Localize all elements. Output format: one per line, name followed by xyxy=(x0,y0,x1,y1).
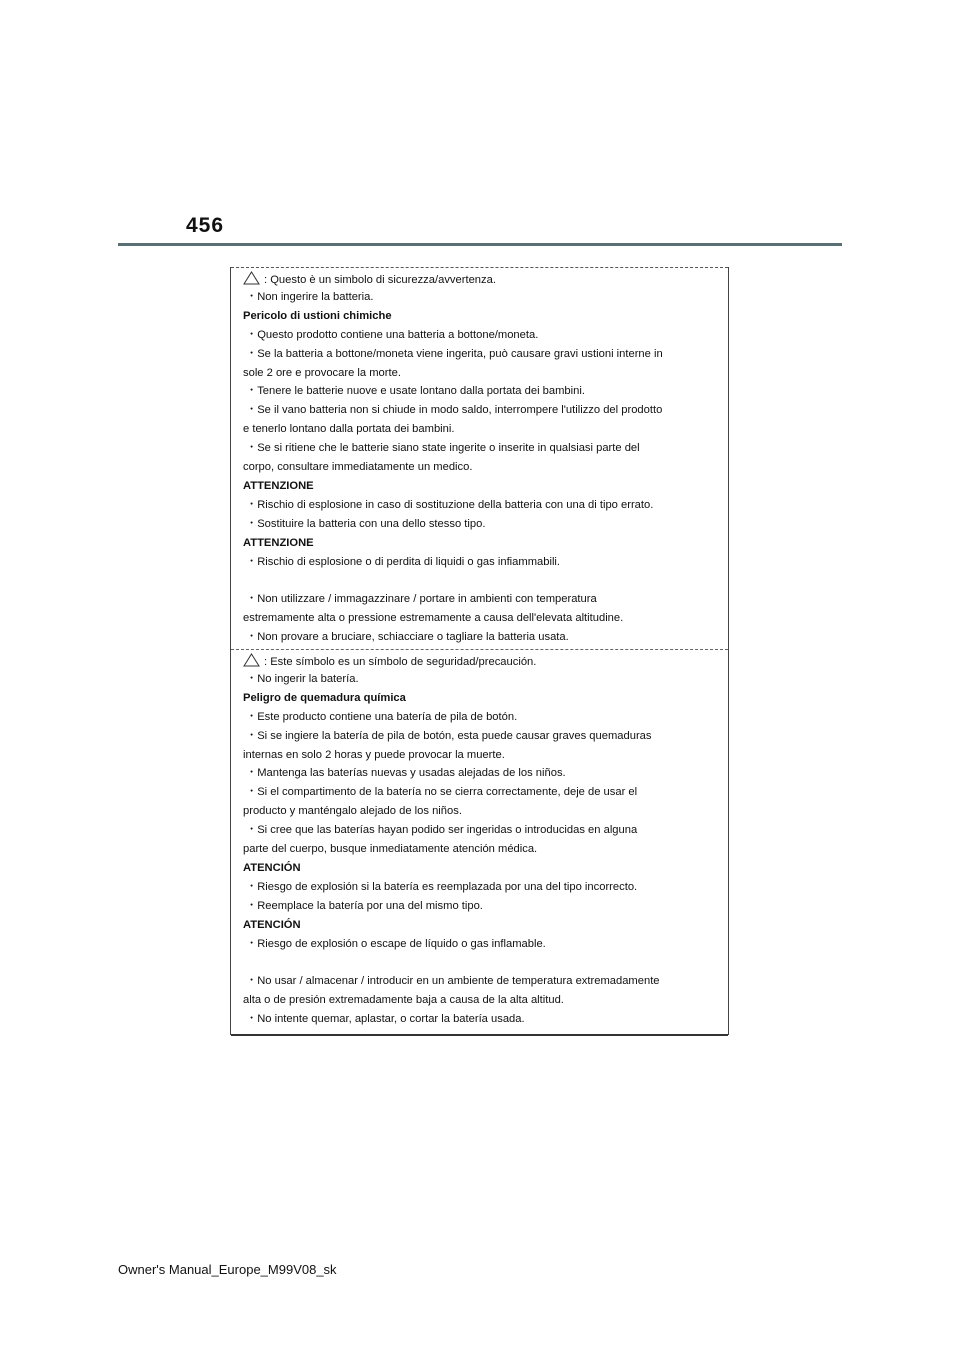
text-line: ・Tenere le batterie nuove e usate lontano dalla portata dei bambini. xyxy=(246,385,585,398)
text-line: : Este símbolo es un símbolo de seguridad/precaución. xyxy=(243,653,536,669)
text-line: ・Si el compartimento de la batería no se cierra correctamente, deje de usar el xyxy=(246,786,638,799)
text-line: ・Mantenga las baterías nuevas y usadas alejadas de los niños. xyxy=(246,767,566,780)
section-heading: ATENCIÓN xyxy=(243,861,301,874)
text-line: ・Non utilizzare / immagazzinare / portare in ambienti con temperatura xyxy=(246,593,597,606)
text-line: ・Se si ritiene che le batterie siano state ingerite o inserite in qualsiasi parte del xyxy=(246,442,640,455)
text-line: ・No usar / almacenar / introducir en un ambiente de temperatura extremadamente xyxy=(246,975,660,988)
text-line: parte del cuerpo, busque inmediatamente atención médica. xyxy=(243,843,538,855)
text-line: ・No ingerir la batería. xyxy=(246,672,359,685)
text-line: ・Sostituire la batteria con una dello stesso tipo. xyxy=(246,517,486,530)
text-line: ・Se la batteria a bottone/moneta viene ingerita, può causare gravi ustioni interne in xyxy=(246,347,663,360)
text-line: ・Rischio di esplosione in caso di sostituzione della batteria con una di tipo errato. xyxy=(246,498,654,511)
footer-manual-id: Owner's Manual_Europe_M99V08_sk xyxy=(118,1262,337,1277)
text-line: ・Se il vano batteria non si chiude in modo saldo, interrompere l'utilizzo del prodotto xyxy=(246,404,663,417)
text-line: ・Rischio di esplosione o di perdita di liquidi o gas infiammabili. xyxy=(246,555,561,568)
text-line: producto y manténgalo alejado de los niños. xyxy=(243,805,462,818)
text-line: ・Non provare a bruciare, schiacciare o tagliare la batteria usata. xyxy=(246,631,569,644)
scanned-warning-box xyxy=(230,267,729,1035)
section-heading: ATTENZIONE xyxy=(243,536,314,549)
text-line: ・No intente quemar, aplastar, o cortar la batería usada. xyxy=(246,1013,525,1026)
warning-triangle-icon xyxy=(243,271,260,285)
text-line: ・Riesgo de explosión o escape de líquido o gas inflamable. xyxy=(246,937,546,950)
section-heading: ATTENZIONE xyxy=(243,479,314,492)
text-line: ・Questo prodotto contiene una batteria a bottone/moneta. xyxy=(246,328,539,341)
text-line: ・Reemplace la batería por una del mismo tipo. xyxy=(246,899,483,912)
page-number: 456 xyxy=(186,214,225,237)
text-line: ・Si cree que las baterías hayan podido ser ingeridas o introducidas en alguna xyxy=(246,824,638,837)
text-line: e tenerlo lontano dalla portata dei bambini. xyxy=(243,423,455,436)
text-line: ・Non ingerire la batteria. xyxy=(246,290,374,303)
text-line: corpo, consultare immediatamente un medico. xyxy=(243,461,473,473)
text-line: ・Este producto contiene una batería de pila de botón. xyxy=(246,710,518,723)
text-line: sole 2 ore e provocare la morte. xyxy=(243,366,401,379)
section-heading: ATENCIÓN xyxy=(243,918,301,931)
section-divider xyxy=(231,649,728,650)
warning-triangle-icon xyxy=(243,653,260,667)
text-line: : Questo è un simbolo di sicurezza/avvertenza. xyxy=(243,271,496,287)
section-heading: Peligro de quemadura química xyxy=(243,691,406,704)
text-line: alta o de presión extremadamente baja a causa de la alta altitud. xyxy=(243,994,564,1007)
section-heading: Pericolo di ustioni chimiche xyxy=(243,309,392,322)
text-line: estremamente alta o pressione estremamente a causa dell'elevata altitudine. xyxy=(243,612,624,625)
header-rule xyxy=(118,243,842,246)
text-line: internas en solo 2 horas y puede provocar la muerte. xyxy=(243,748,505,761)
text-line: ・Si se ingiere la batería de pila de botón, esta puede causar graves quemaduras xyxy=(246,729,652,742)
text-line: ・Riesgo de explosión si la batería es reemplazada por una del tipo incorrecto. xyxy=(246,880,638,893)
